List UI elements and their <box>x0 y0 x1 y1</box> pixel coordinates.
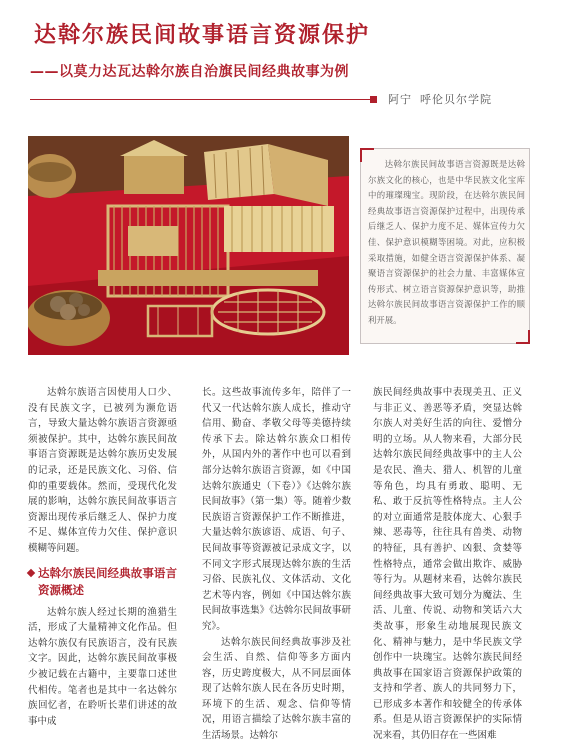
paragraph: 长。这些故事流传多年，陪伴了一代又一代达斡尔族人成长，推动守信用、勤奋、孝敬父母等美德持续传承下去。除达斡尔族众口相传外，从国内外的著作中也可以看到部分达斡尔族语言资源，如《中国达斡尔族通史（下卷）》《达斡尔族民间故事》（第一集）等。随着少数民族语言资源保护工作不断推进，大量达斡尔族谚语、成语、句子、民间故事等资源被记录成文字，以不同文字形式展现达斡尔族的生活习俗、民族礼仪、文体活动、文化艺术等内容，例如《中国达斡尔族民间故事选集》《达斡尔民间故事研究》。 <box>202 387 351 632</box>
paragraph: 达斡尔族语言因使用人口少、没有民族文字，已被列为濒危语言，导致大量达斡尔族语言资源亟须被保护。其中，达斡尔族民间故事语言资源既是达斡尔族历史发展的记录，还是民族文化、习俗、信仰的重要载体。然而，受现代化发展的影响，达斡尔族民间故事语言资源出现传承后继乏人、保护力度不足、媒体宣传力欠佳、保护意识模糊等问题。 <box>28 387 177 554</box>
text-column-2 <box>202 385 351 744</box>
article-photo <box>28 136 349 355</box>
title-divider <box>30 99 373 100</box>
byline <box>388 91 492 107</box>
wicker-craft-illustration <box>28 136 349 355</box>
section-heading <box>28 565 177 599</box>
author-affiliation: 呼伦贝尔学院 <box>420 93 492 106</box>
paragraph: 族民间经典故事中表现美丑、正义与非正义、善恶等矛盾，突显达斡尔族人对美好生活的向往、爱憎分明的立场。从人物来看，大部分民达斡尔族民间经典故事中的主人公是农民、渔夫、猎人、机智的儿童等角色，均具有勇敢、聪明、无私、敢于反抗等性格特点。主人公的对立面通常是肢体庞大、心狠手辣、恶毒等，往往具有兽类、动物的特征，具有善护、凶狠、贪婪等性格特点，通常会做出欺诈、威胁等行为。从题材来看，达斡尔族民间经典故事大致可划分为魔法、生活、儿童、传说、动物和笑话六大类故事，形象生动地展现民族文化、精神与魅力，是中华民族文学创作中一块瑰宝。达斡尔族民间经典故事在国家语言资源保护政策的支持和学者、族人的共同努力下，已形成多本著作和较健全的传承体系。但是从语言资源保护的实际情况来看，其仍旧存在一些困难 <box>373 387 522 742</box>
paragraph: 达斡尔族民间经典故事涉及社会生活、自然、信仰等多方面内容，历史跨度极大，从不同层面体现了达斡尔族人民在各历史时期，环境下的生活、观念、信仰等情况，用语言描绘了达斡尔族丰富的生活场景。达斡尔 <box>202 636 351 742</box>
abstract-text: 达斡尔族民间故事语言资源既是达斡尔族文化的核心，也是中华民族文化宝库中的璀璨瑰宝。现阶段，在达斡尔族民间经典故事语言资源保护过程中，出现传承后继乏人、保护力度不足、媒体宣传力欠佳、保护意识模糊等困境。对此，应积极采取措施，如健全语言资源保护体系、凝聚语言资源保护的社会力量、丰富媒体宣传形式、树立语言资源保护意识等，助推达斡尔族民间故事语言资源保护工作的顺利开展。 <box>368 159 525 325</box>
article-title: 达斡尔族民间故事语言资源保护 <box>34 23 371 48</box>
article-subtitle: ——以莫力达瓦达斡尔族自治旗民间经典故事为例 <box>30 64 349 80</box>
abstract-box <box>360 148 530 344</box>
author-name: 阿宁 <box>388 93 412 106</box>
paragraph: 达斡尔族人经过长期的渔猎生活，形成了大量精神文化作品。但达斡尔族仅有民族语言，没有民族文字。因此，达斡尔族民间故事极少被记载在古籍中，主要靠口述世代相传。笔者也是其中一名达斡尔族回忆者，在聆听长辈们讲述的故事中成 <box>28 606 177 727</box>
section-heading-text: 达斡尔族民间经典故事语言资源概述 <box>38 565 177 597</box>
text-column-3 <box>373 385 522 744</box>
divider-marker <box>370 96 377 103</box>
diamond-bullet-icon <box>27 568 35 576</box>
text-column-1 <box>28 385 177 729</box>
